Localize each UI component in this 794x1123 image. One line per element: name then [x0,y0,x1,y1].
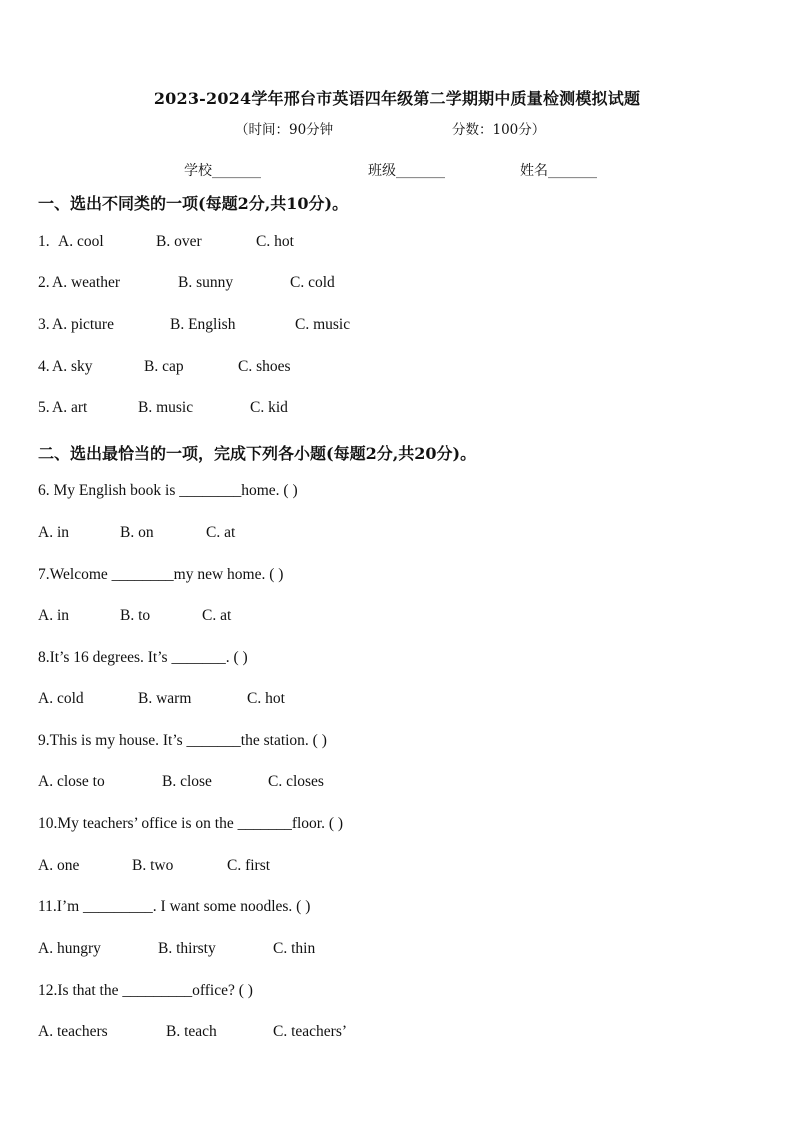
option-a: A. in [38,524,69,541]
option-b: B. music [138,399,194,416]
exam-score: 分数：100分） [452,122,546,138]
question-10-stem: 10.My teachers’ office is on the _______floor. ( ) [38,815,344,832]
option-c: C. at [206,524,236,541]
option-c: C. at [202,607,232,624]
option-a: A. sky [52,358,93,375]
option-a: A. picture [52,316,114,333]
question-9-stem: 9.This is my house. It’s _______the station. ( ) [38,732,327,749]
question-2 [38,274,335,292]
option-c: C. teachers’ [273,1023,348,1040]
option-b: B. English [170,316,236,333]
option-a: A. hungry [38,940,101,957]
question-1 [38,233,294,251]
option-a: A. close to [38,773,105,790]
option-c: C. shoes [238,358,291,375]
option-c: C. music [295,316,351,333]
option-b: B. on [120,524,154,541]
option-b: B. cap [144,358,184,375]
question-11-options [38,940,316,958]
option-c: C. first [227,857,271,874]
option-b: B. sunny [178,274,234,291]
question-number: 2. [38,274,50,291]
option-b: B. thirsty [158,940,216,957]
exam-time: （时间：90分钟 [235,122,334,138]
option-b: B. warm [138,690,192,707]
option-c: C. kid [250,399,288,416]
section2-title: 二、选出最恰当的一项，完成下列各小题(每题2分,共20分)。 [38,444,477,463]
option-b: B. close [162,773,212,790]
option-c: C. cold [290,274,335,291]
question-6-stem: 6. My English book is ________home. ( ) [38,482,298,499]
question-7-options [38,607,232,625]
option-b: B. to [120,607,151,624]
question-3 [38,316,351,334]
option-a: A. in [38,607,69,624]
question-12-stem: 12.Is that the _________office? ( ) [38,982,253,999]
question-6-options [38,524,236,542]
option-b: B. over [156,233,202,250]
school-field: 学校_______ [184,163,261,179]
option-c: C. thin [273,940,316,957]
option-b: B. two [132,857,174,874]
question-number: 4. [38,358,50,375]
question-4 [38,358,291,376]
option-a: A. one [38,857,80,874]
option-a: A. cold [38,690,84,707]
option-c: C. closes [268,773,324,790]
option-c: C. hot [247,690,285,707]
question-7-stem: 7.Welcome ________my new home. ( ) [38,566,284,583]
question-9-options [38,773,324,791]
name-field: 姓名_______ [520,163,597,179]
section1-title: 一、选出不同类的一项(每题2分,共10分)。 [38,194,349,213]
question-10-options [38,857,271,875]
option-a: A. weather [52,274,120,291]
option-a: A. teachers [38,1023,108,1040]
option-c: C. hot [256,233,294,250]
question-8-stem: 8.It’s 16 degrees. It’s _______. ( ) [38,649,248,666]
question-number: 5. [38,399,50,416]
question-5 [38,399,288,417]
option-b: B. teach [166,1023,217,1040]
question-12-options [38,1023,348,1041]
question-11-stem: 11.I’m _________. I want some noodles. ( ) [38,898,311,915]
question-8-options [38,690,285,708]
class-field: 班级_______ [368,163,445,179]
page-title: 2023-2024学年邢台市英语四年级第二学期期中质量检测模拟试题 [153,89,641,108]
question-number: 3. [38,316,50,333]
option-a: A. art [52,399,88,416]
option-a: A. cool [58,233,104,250]
question-number: 1. [38,233,50,250]
